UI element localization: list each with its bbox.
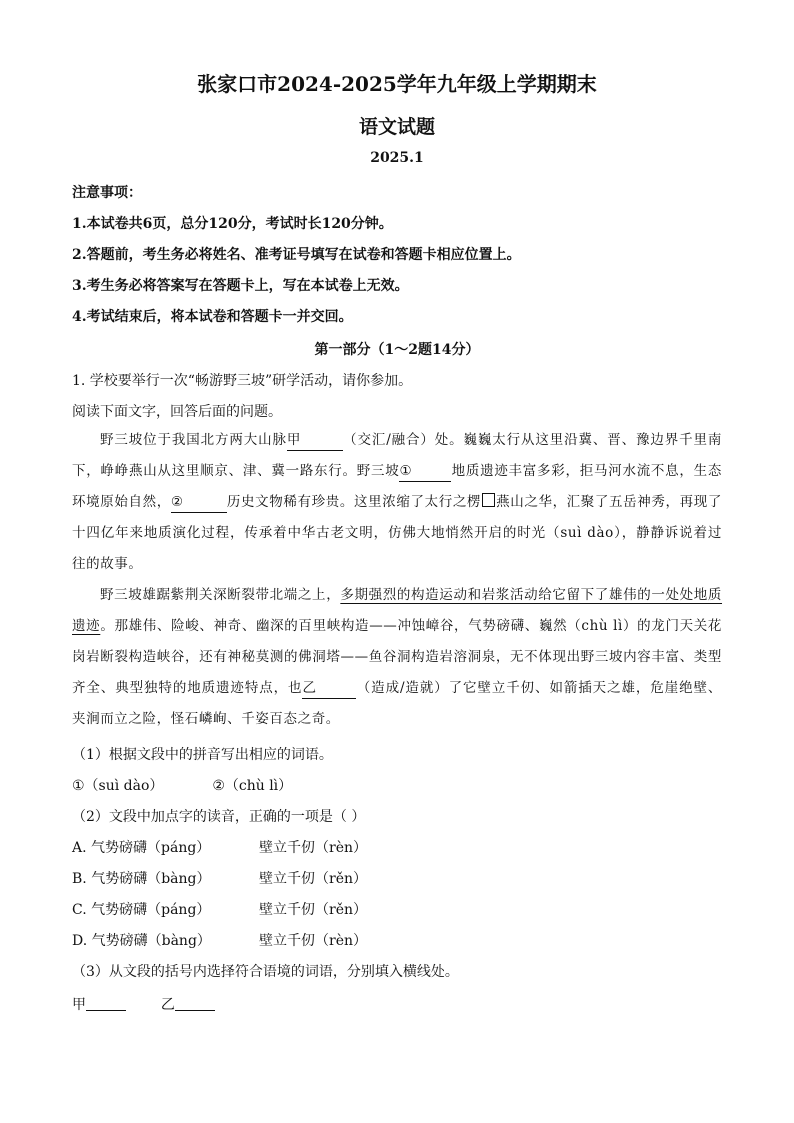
option-b: B. 气势磅礴（bàng） 壁立千仞（rěn）	[72, 871, 367, 887]
notice-item-1: 1.本试卷共6页，总分120分，考试时长120分钟。	[72, 216, 393, 232]
exam-date: 2025.1	[370, 150, 424, 166]
pinyin-item-2: ②（chù lì）	[212, 778, 293, 794]
fill-label-jia: 甲	[72, 997, 86, 1013]
sub-question-3: （3）从文段的括号内选择符合语境的词语，分别填入横线处。	[72, 964, 459, 980]
option-a: A. 气势磅礴（páng） 壁立千仞（rèn）	[72, 840, 367, 856]
notice-item-3: 3.考生务必将答案写在答题卡上，写在本试卷上无效。	[72, 278, 409, 294]
fill-line-yi	[175, 996, 215, 1011]
passage-paragraph-2: 野三坡雄踞紫荆关深断裂带北端之上，多期强烈的构造运动和岩浆活动给它留下了雄伟的一处处地质遗迹。那雄伟、险峻、神奇、幽深的百里峡构造——冲蚀嶂谷，气势磅礴、巍然（chù lì）的龙门天关花岗岩断裂构造峡谷，还有神秘莫测的佛洞塔——鱼谷洞构造岩溶洞泉，无不体现出野三坡内容丰富、类型齐全、典型独特的地质遗迹特点，也乙 （造成/造就）了它壁立千仞、如箭插天之雄，危崖绝壁、夹涧而立之险，怪石嶙峋、千姿百态之奇。	[72, 587, 723, 727]
underlined-sentence: 多期强烈的构造运动和岩浆活动给它留下了雄伟的一处处地质遗迹	[72, 587, 723, 634]
part-one-heading: 第一部分（1～2题14分）	[314, 342, 480, 358]
blank-yi: 乙	[302, 678, 356, 699]
question-1-stem: 1. 学校要举行一次“畅游野三坡”研学活动，请你参加。	[72, 373, 413, 389]
fill-label-yi: 乙	[160, 997, 175, 1013]
pinyin-row	[72, 775, 292, 795]
notice-item-4: 4.考试结束后，将本试卷和答题卡一并交回。	[72, 309, 353, 325]
option-c: C. 气势磅礴（páng） 壁立千仞（rěn）	[72, 902, 367, 918]
exam-title: 张家口市2024-2025学年九年级上学期期末	[197, 72, 597, 96]
sub-question-2: （2）文段中加点字的读音，正确的一项是（ ）	[72, 809, 366, 825]
blank-2: ②	[171, 492, 227, 513]
blank-jia: 甲	[287, 430, 343, 451]
notice-heading: 注意事项：	[72, 185, 142, 201]
fill-line-jia	[86, 996, 126, 1011]
pinyin-item-1: ①（suì dào）	[72, 778, 164, 794]
notice-item-2: 2.答题前，考生务必将姓名、准考证号填写在试卷和答题卡相应位置上。	[72, 247, 521, 263]
passage-paragraph-1: 野三坡位于我国北方两大山脉甲 （交汇/融合）处。巍巍太行从这里沿冀、晋、豫边界千里南下，峥峥燕山从这里顺京、津、冀一路东行。野三坡① 地质遗迹丰富多彩，拒马河水流不息，生态环境原始自然，② 历史文物稀有珍贵。这里浓缩了太行之楞 燕山之华，汇聚了五岳神秀，再现了十四亿年来地质演化过程，传承着中华古老文明，仿佛大地悄然开启的时光（suì dào），静静诉说着过往的故事。	[72, 432, 722, 572]
fill-row	[72, 994, 215, 1014]
blank-1: ①	[399, 461, 451, 482]
reading-instruction: 阅读下面文字，回答后面的问题。	[72, 404, 282, 420]
option-d: D. 气势磅礴（bàng） 壁立千仞（rèn）	[72, 933, 367, 949]
sub-question-1: （1）根据文段中的拼音写出相应的词语。	[72, 747, 333, 763]
unclear-character-box	[482, 493, 495, 507]
exam-subject: 语文试题	[358, 116, 435, 138]
